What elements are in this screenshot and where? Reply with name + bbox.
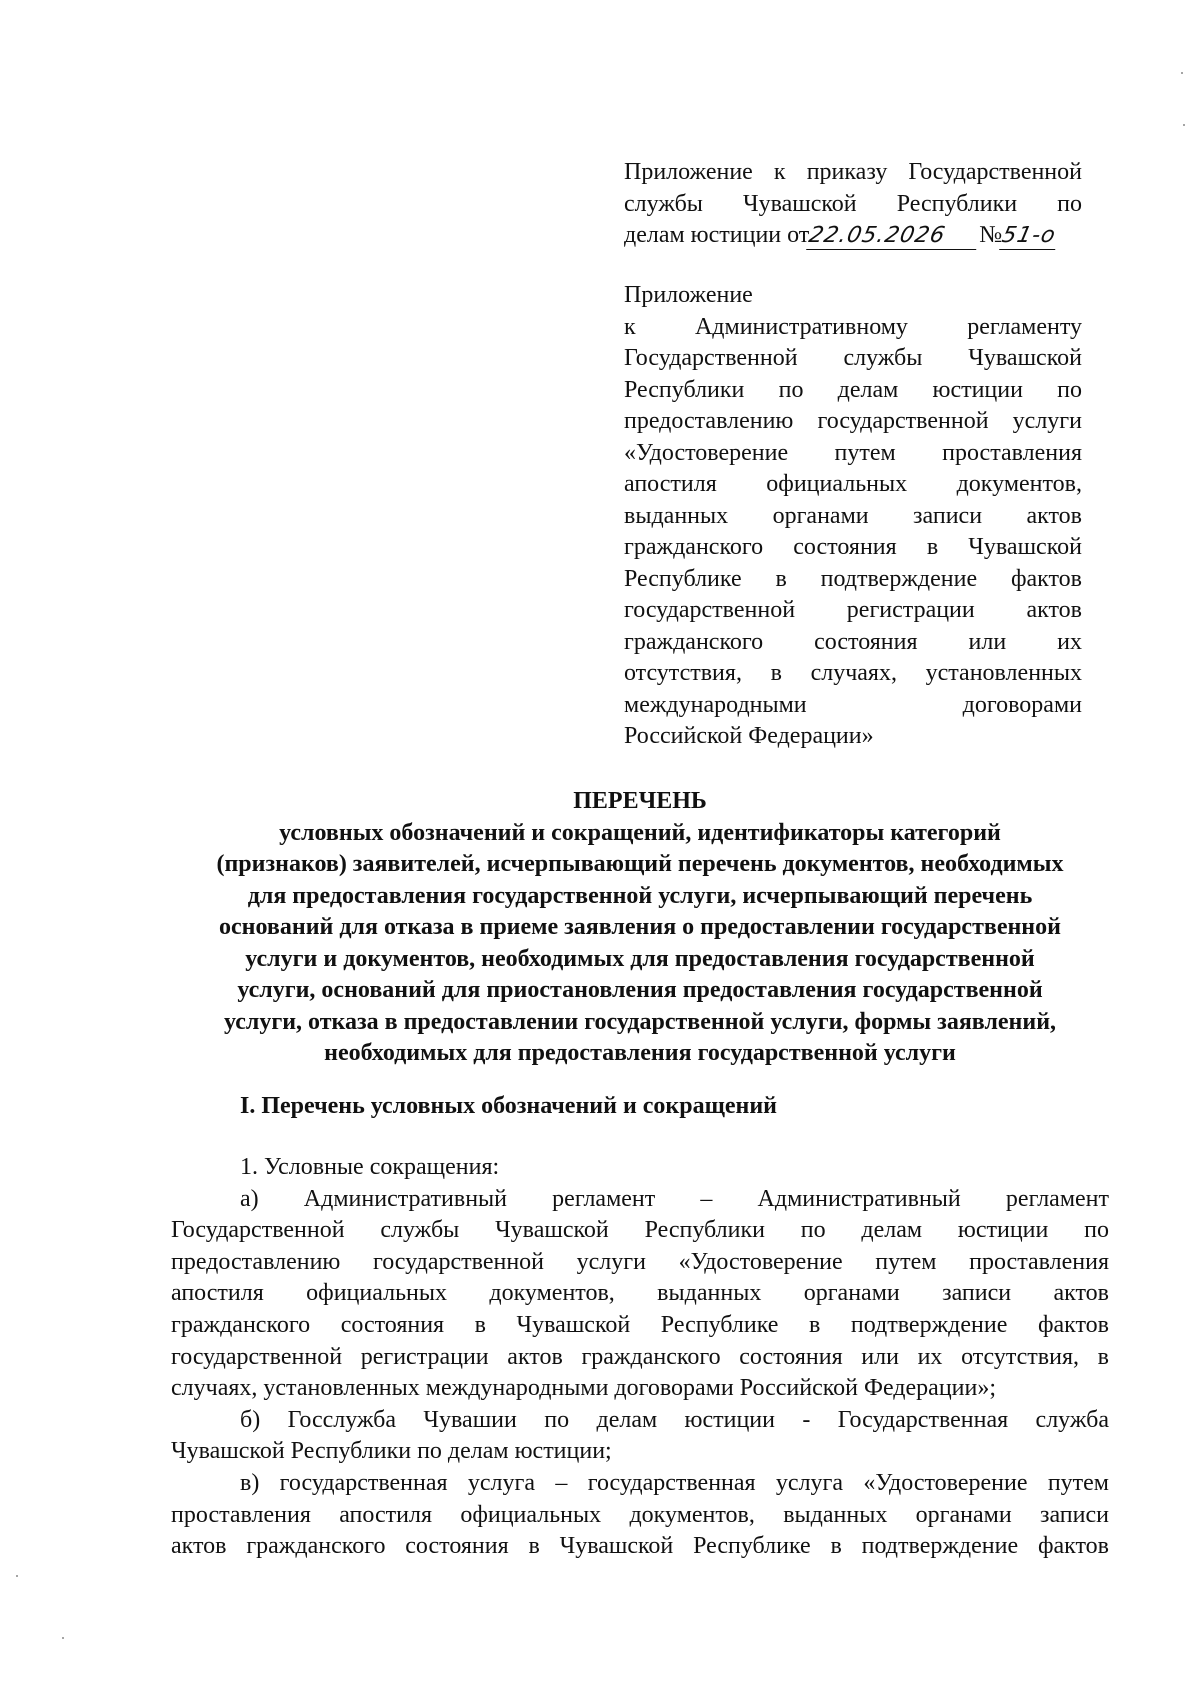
- paragraph-line: Государственной службы Чувашской Республики по делам юстиции по: [171, 1217, 1109, 1244]
- regulation-appendix-line: Республики по делам юстиции по: [624, 376, 1082, 403]
- regulation-appendix-line: к Административному регламенту: [624, 313, 1082, 340]
- document-body: [171, 1152, 1109, 1563]
- title-heading: ПЕРЕЧЕНЬ: [573, 788, 707, 814]
- title-line: услуги, отказа в предоставлении государственной услуги, формы заявлений,: [223, 1008, 1057, 1035]
- regulation-appendix-line: международными договорами: [624, 691, 1082, 718]
- order-number-label: №: [979, 222, 1003, 248]
- title-line: услуги, оснований для приостановления предоставления государственной: [237, 977, 1043, 1003]
- title-line: (признаков) заявителей, исчерпывающий перечень документов, необходимых: [216, 851, 1064, 877]
- regulation-appendix-heading: Приложение: [624, 282, 753, 308]
- scan-speck: [16, 1575, 18, 1577]
- paragraph-line: предоставлению государственной услуги «Удостоверение путем проставления: [171, 1248, 1109, 1275]
- regulation-appendix-line: предоставлению государственной услуги: [624, 408, 1082, 434]
- regulation-appendix-line: государственной регистрации актов: [624, 597, 1082, 623]
- title-line: условных обозначений и сокращений, идентификаторы категорий: [279, 819, 1001, 846]
- paragraph-line: актов гражданского состояния в Чувашской Республике в подтверждение фактов: [171, 1533, 1109, 1560]
- title-line: для предоставления государственной услуги, исчерпывающий перечень: [247, 882, 1033, 909]
- order-date-prefix: делам юстиции от: [624, 222, 810, 248]
- order-appendix-note: [624, 157, 1082, 252]
- document-title: [170, 786, 1110, 1070]
- handwritten-order-date: 22.05.2026: [806, 223, 982, 250]
- paragraph-line: Чувашской Республики по делам юстиции;: [171, 1438, 612, 1465]
- regulation-appendix-note: [624, 280, 1082, 753]
- paragraph-line: а) Административный регламент – Административный регламент: [240, 1185, 1109, 1212]
- paragraph-line: государственной регистрации актов гражданского состояния или их отсутствия, в: [171, 1343, 1109, 1370]
- order-appendix-line: Приложение к приказу Государственной: [624, 159, 1082, 185]
- paragraph-line: 1. Условные сокращения:: [240, 1154, 500, 1180]
- title-line: оснований для отказа в приеме заявления о предоставлении государственной: [219, 914, 1061, 940]
- paragraph-line: апостиля официальных документов, выданных органами записи актов: [171, 1280, 1109, 1307]
- regulation-appendix-line: Республике в подтверждение фактов: [624, 565, 1082, 592]
- paragraph-line: случаях, установленных международными договорами Российской Федерации»;: [171, 1375, 997, 1402]
- order-date-line: [624, 220, 1082, 252]
- section-heading: I. Перечень условных обозначений и сокращений: [240, 1093, 777, 1119]
- scan-speck: [62, 1637, 64, 1639]
- regulation-appendix-line: гражданского состояния в Чувашской: [624, 534, 1082, 560]
- paragraph-line: проставления апостиля официальных документов, выданных органами записи: [171, 1501, 1109, 1528]
- handwritten-order-number: 51-о: [999, 223, 1061, 250]
- paragraph-line: в) государственная услуга – государственная услуга «Удостоверение путем: [240, 1469, 1109, 1496]
- scan-speck: [1181, 72, 1183, 74]
- regulation-appendix-line: Российской Федерации»: [624, 723, 874, 749]
- regulation-appendix-line: Государственной службы Чувашской: [624, 345, 1082, 371]
- paragraph-line: гражданского состояния в Чувашской Республике в подтверждение фактов: [171, 1311, 1109, 1338]
- paragraph-line: б) Госслужба Чувашии по делам юстиции - Государственная служба: [240, 1406, 1109, 1433]
- regulation-appendix-line: «Удостоверение путем проставления: [624, 439, 1082, 466]
- regulation-appendix-line: гражданского состояния или их: [624, 628, 1082, 655]
- regulation-appendix-line: выданных органами записи актов: [624, 502, 1082, 529]
- order-appendix-line: службы Чувашской Республики по: [624, 190, 1082, 217]
- title-line: услуги и документов, необходимых для предоставления государственной: [245, 945, 1035, 972]
- regulation-appendix-line: отсутствия, в случаях, установленных: [624, 660, 1082, 686]
- title-line: необходимых для предоставления государственной услуги: [324, 1040, 956, 1066]
- scan-speck: [1183, 124, 1185, 126]
- regulation-appendix-line: апостиля официальных документов,: [624, 471, 1082, 497]
